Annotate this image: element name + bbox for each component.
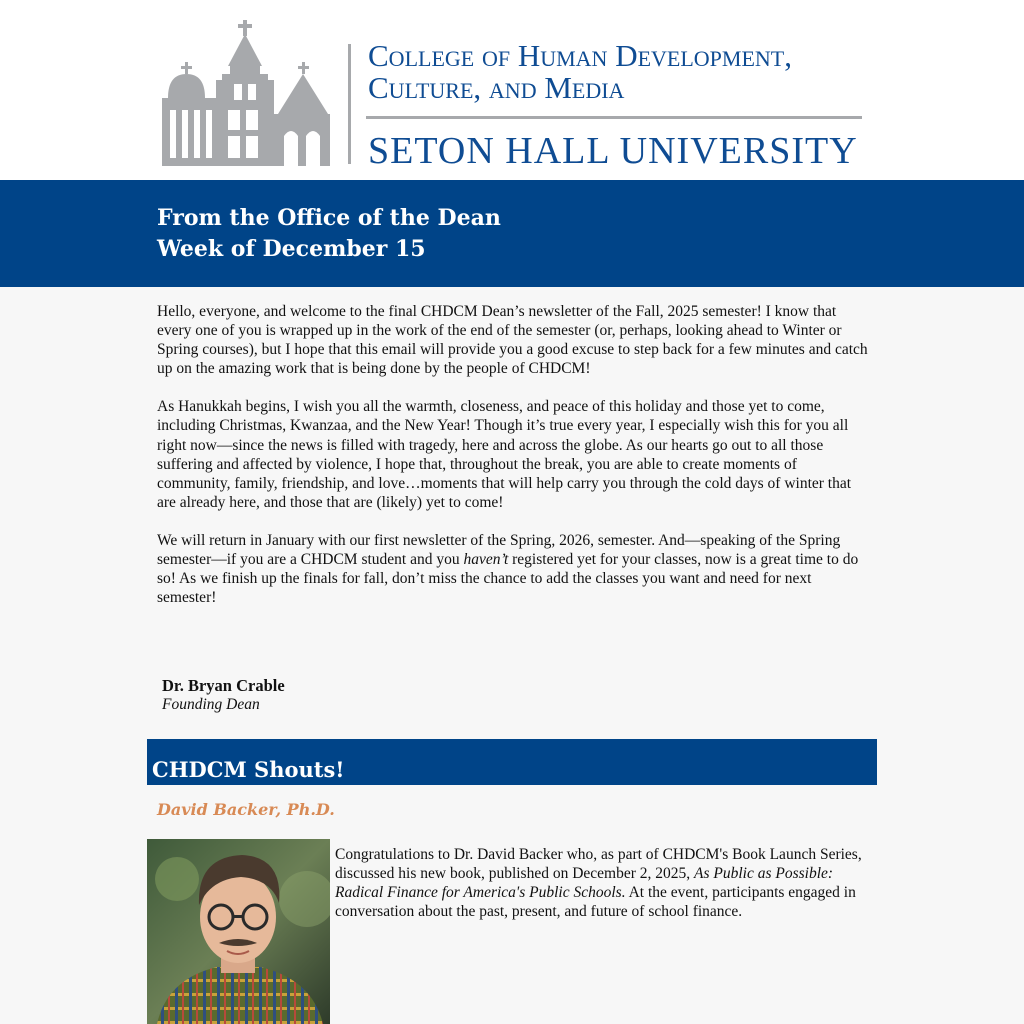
logo-divider-horizontal [366,116,862,119]
newsletter-header [0,0,1024,180]
letter-paragraph-3-part-a: We will return in January with our first newsletter of the Spring, 2026, semester. And—speaking of the Spring semester—if you are a CHDCM student and you [157,531,841,569]
letter-paragraph-1: Hello, everyone, and welcome to the final CHDCM Dean’s newsletter of the Fall, 2025 semester! I know that every one of you is wrapped up in the work of the end of the semester (or, perhaps, looking ahead to Winter or Spring courses), but I hope that this email will provide you a good excuse to step back for a few minutes and catch up on the amazing work that is being done by the people of CHDCM! [157,303,868,378]
signature-name: Dr. Bryan Crable [162,676,285,695]
shout-story-book-title: As Public as Possible: Radical Finance for America's Public Schools. [335,865,834,902]
university-name: SETON HALL UNIVERSITY [368,130,858,172]
letter-paragraph-3-part-b: registered yet for your classes, now is a great time to do so! As we finish up the finals for fall, don’t miss the chance to add the classes you want and need for next semester! [157,551,859,607]
shout-person-name: David Backer, Ph.D. [157,800,335,819]
banner-title [157,203,501,265]
dean-banner [0,180,1024,287]
dean-letter [157,302,869,626]
shouts-section-title: CHDCM Shouts! [152,757,345,782]
letter-paragraph-3 [157,531,869,607]
shout-story-part-b: At the event, participants engaged in conversation about the past, present, and future of school finance. [335,884,856,921]
shout-story-text [335,845,875,921]
college-name [368,40,868,104]
logo-divider-vertical [348,44,351,164]
signature-title: Founding Dean [162,696,260,713]
college-name-line1: College of Human Development, [368,38,792,73]
letter-paragraph-3-emphasis: haven’t [463,551,509,569]
banner-title-line2: Week of December 15 [157,236,426,262]
signature-block [162,676,285,714]
letter-paragraph-2: As Hanukkah begins, I wish you all the warmth, closeness, and peace of this holiday and those yet to come, including Christmas, Kwanzaa, and the New Year! Though it’s true every year, I especially wish this for you all right now—since the news is filled with tragedy, here and across the globe. As our hearts go out to all those suffering and affected by violence, I hope that, throughout the break, you are able to create moments of community, family, friendship, and love…moments that will help carry you through the cold days of winter that are already here, and those that are (likely) yet to come! [157,398,852,511]
banner-title-line1: From the Office of the Dean [157,205,501,231]
shout-story-part-a: Congratulations to Dr. David Backer who, as part of CHDCM's Book Launch Series, discussed his new book, published on December 2, 2025, [335,846,862,883]
college-name-line2: Culture, and Media [368,70,625,105]
university-building-logo-icon [160,18,332,166]
portrait-photo-icon [147,839,330,1024]
